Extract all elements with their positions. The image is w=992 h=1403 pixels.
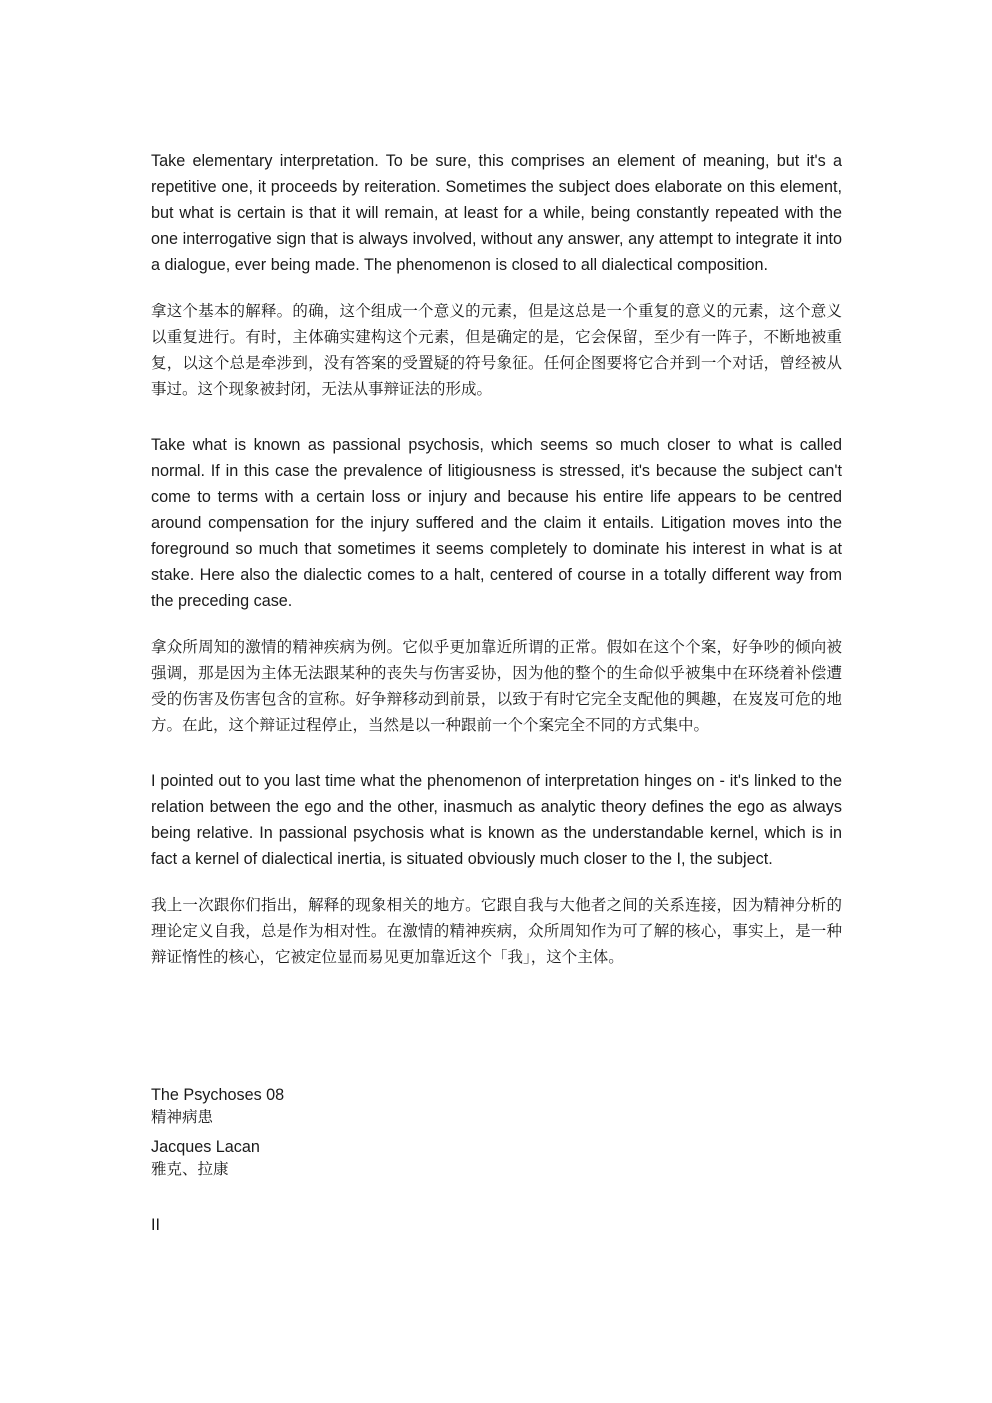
paragraph-2-english: Take what is known as passional psychosis, which seems so much closer to what is called normal. If in this case the prevalence of litigiousness is stressed, it's because the subject can't come to terms with a certain loss or injury and because his entire life appears to be centred around compensation for the injury suffered and the claim it entails. Litigation moves into the foreground so much that sometimes it seems completely to dominate his interest in what is at stake. Here also the dialectic comes to a halt, centered of course in a totally different way from the preceding case. — [151, 436, 842, 610]
book-title-chinese: 精神病患 — [151, 1108, 214, 1126]
paragraph-1-chinese: 拿这个基本的解释。的确，这个组成一个意义的元素，但是这总是一个重复的意义的元素，这个意义以重复进行。有时，主体确实建构这个元素，但是确定的是，它会保留，至少有一阵子，不断地被重复，以这个总是牵涉到，没有答案的受置疑的符号象征。任何企图要将它合并到一个对话，曾经被从事过。这个现象被封闭，无法从事辩证法的形成。 — [151, 302, 842, 398]
paragraph-3-chinese: 我上一次跟你们指出，解释的现象相关的地方。它跟自我与大他者之间的关系连接，因为精神分析的理论定义自我，总是作为相对性。在激情的精神疾病，众所周知作为可了解的核心，事实上，是一种辩证惰性的核心，它被定位显而易见更加靠近这个「我」，这个主体。 — [151, 896, 842, 966]
author-chinese: 雅克、拉康 — [151, 1160, 229, 1178]
paragraph-3-english: I pointed out to you last time what the phenomenon of interpretation hinges on - it's linked to the relation between the ego and the other, inasmuch as analytic theory defines the ego as always being relative. In passional psychosis what is known as the understandable kernel, which is in fact a kernel of dialectical inertia, is situated obviously much closer to the I, the subject. — [151, 772, 842, 868]
paragraph-1-english: Take elementary interpretation. To be sure, this comprises an element of meaning, but it's a repetitive one, it proceeds by reiteration. Sometimes the subject does elaborate on this element, but what is certain is that it will remain, at least for a while, being constantly repeated with the one interrogative sign that is always involved, without any answer, any attempt to integrate it into a dialogue, ever being made. The phenomenon is closed to all dialectical composition. — [151, 152, 842, 274]
author-block — [151, 1136, 842, 1180]
credits-block — [151, 1084, 842, 1188]
book-title-english: The Psychoses 08 — [151, 1086, 285, 1104]
book-title-block — [151, 1084, 842, 1128]
author-english: Jacques Lacan — [151, 1138, 260, 1156]
section-numeral: II — [151, 1216, 160, 1234]
paragraph-2-chinese: 拿众所周知的激情的精神疾病为例。它似乎更加靠近所谓的正常。假如在这个个案，好争吵的倾向被强调，那是因为主体无法跟某种的丧失与伤害妥协，因为他的整个的生命似乎被集中在环绕着补偿遭受的伤害及伤害包含的宣称。好争辩移动到前景，以致于有时它完全支配他的興趣，在岌岌可危的地方。在此，这个辩证过程停止，当然是以一种跟前一个个案完全不同的方式集中。 — [151, 638, 842, 734]
document-body — [151, 148, 842, 970]
